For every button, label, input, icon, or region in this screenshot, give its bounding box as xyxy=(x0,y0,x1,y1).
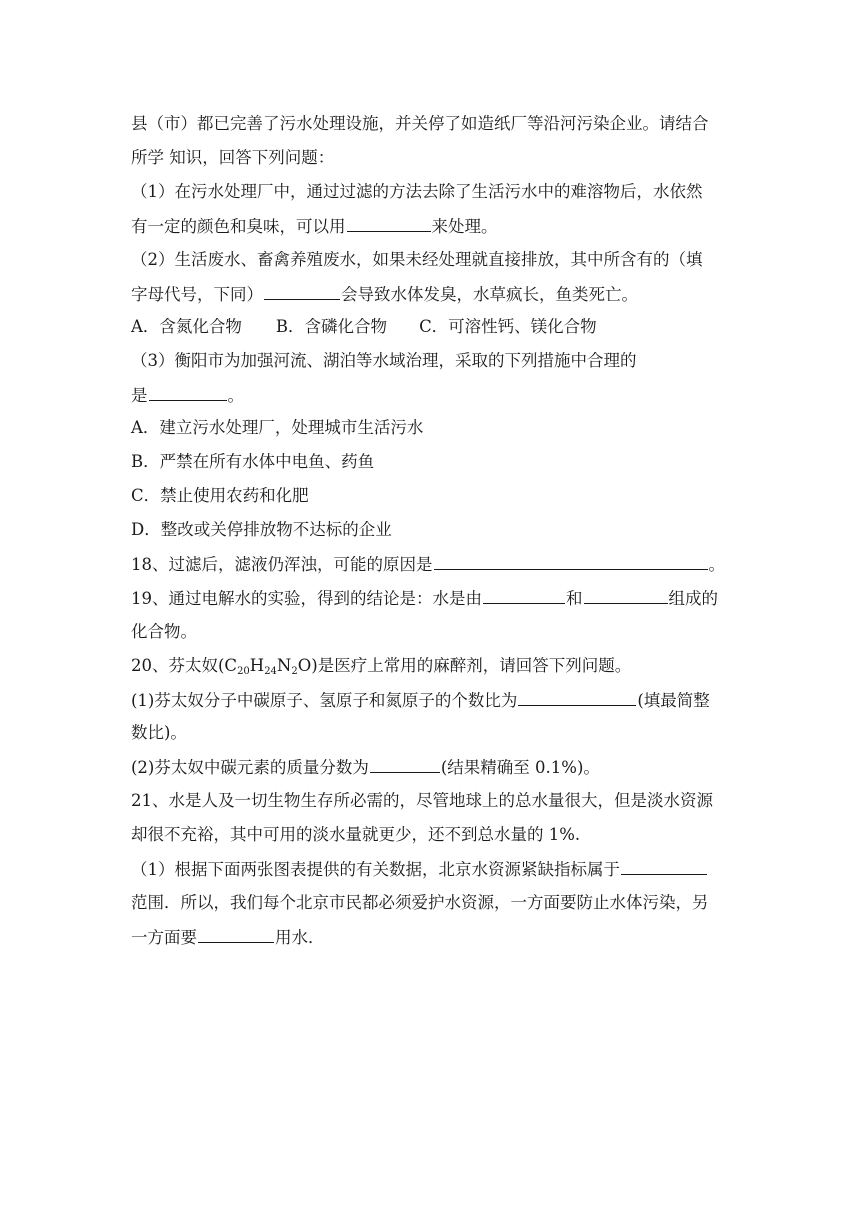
option-b: B．含磷化合物 xyxy=(275,317,388,336)
question-20-1: (1)芬太奴分子中碳原子、氢原子和氮原子的个数比为 (填最简整 xyxy=(131,691,710,710)
option-c: C．禁止使用农药和化肥 xyxy=(131,486,309,505)
question-20: 20、芬太奴$(C_{20}H_{24}N_2O)$是医疗上常用的麻醉剂，请回答下列问题。 xyxy=(131,656,632,677)
answer-blank[interactable] xyxy=(149,384,227,401)
text-line: 范围．所以，我们每个北京市民都必须爱护水资源，一方面要防止水体污染，另 xyxy=(131,893,709,912)
text-line: 所学 知识，回答下列问题： xyxy=(131,148,335,167)
text-line: 化合物。 xyxy=(131,622,197,641)
question-17-1: （1）在污水处理厂中，通过过滤的方法去除了生活污水中的难溶物后，水依然 xyxy=(131,182,703,201)
answer-blank[interactable] xyxy=(347,215,431,232)
question-19: 19、通过电解水的实验，得到的结论是：水是由 和 组成的 xyxy=(131,589,718,608)
answer-blank[interactable] xyxy=(264,283,340,300)
text-line: 字母代号，下同） 会导致水体发臭，水草疯长，鱼类死亡。 xyxy=(131,285,638,304)
question-17-3: （3）衡阳市为加强河流、湖泊等水域治理，采取的下列措施中合理的 xyxy=(131,351,637,370)
option-d: D．整改或关停排放物不达标的企业 xyxy=(131,520,392,539)
answer-blank[interactable] xyxy=(483,587,565,604)
option-b: B．严禁在所有水体中电鱼、药鱼 xyxy=(131,452,375,471)
question-21: 21、水是人及一切生物生存所必需的，尽管地球上的总水量很大，但是淡水资源 xyxy=(131,791,713,810)
text-line: 却很不充裕，其中可用的淡水量就更少，还不到总水量的 1%. xyxy=(131,825,581,844)
question-18: 18、过滤后，滤液仍浑浊，可能的原因是 。 xyxy=(131,555,725,574)
answer-blank[interactable] xyxy=(518,689,636,706)
text-line: 数比)。 xyxy=(131,723,187,742)
answer-blank[interactable] xyxy=(434,553,708,570)
option-a: A．含氮化合物 xyxy=(131,317,242,336)
answer-blank[interactable] xyxy=(370,756,440,773)
text-line: 是 。 xyxy=(131,386,244,405)
answer-blank[interactable] xyxy=(198,926,274,943)
text-line: 有一定的颜色和臭味，可以用 来处理。 xyxy=(131,217,498,236)
question-21-1: （1）根据下面两张图表提供的有关数据，北京水资源紧缺指标属于 xyxy=(131,858,708,881)
text-line: 一方面要 用水． xyxy=(131,928,325,947)
text-line: 县（市）都已完善了污水处理设施，并关停了如造纸厂等沿河污染企业。请结合 xyxy=(131,114,709,133)
option-c: C．可溶性钙、镁化合物 xyxy=(419,317,597,336)
option-a: A．建立污水处理厂，处理城市生活污水 xyxy=(131,418,424,437)
question-17-2: （2）生活废水、畜禽养殖废水，如果未经处理就直接排放，其中所含有的（填 xyxy=(131,250,703,269)
answer-blank[interactable] xyxy=(584,587,668,604)
question-20-2: (2)芬太奴中碳元素的质量分数为 (结果精确至 0.1%)。 xyxy=(131,758,600,777)
options-line xyxy=(131,316,597,338)
answer-blank[interactable] xyxy=(621,858,707,875)
